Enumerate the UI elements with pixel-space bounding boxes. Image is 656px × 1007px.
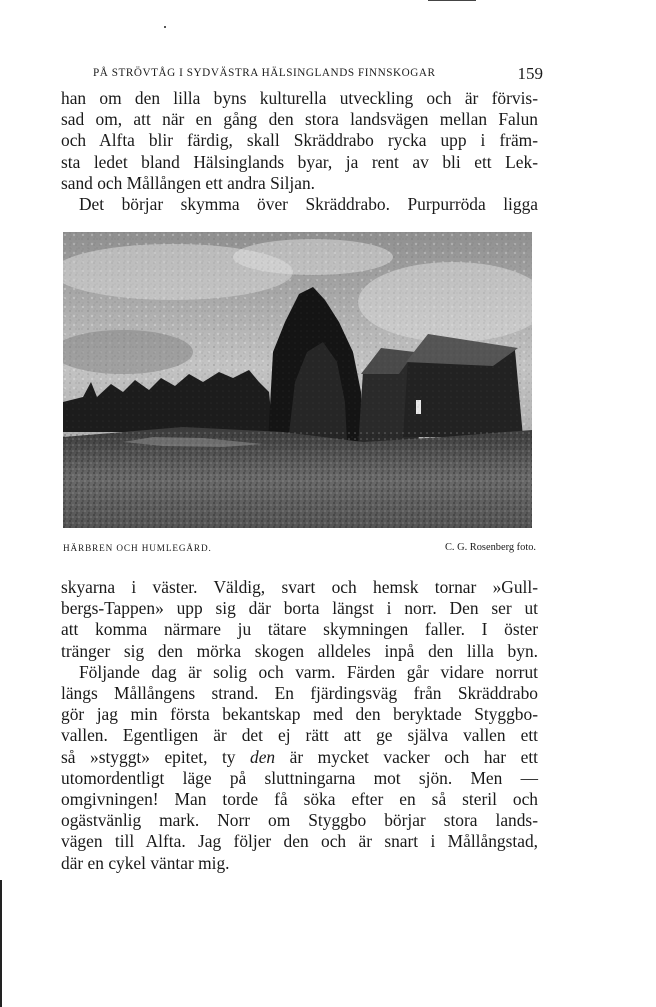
text-line: ogästvänlig mark. Norr om Styggbo börjar stora lands-: [61, 810, 538, 831]
paragraph-top: [61, 88, 538, 215]
text-line: bergs-Tappen» upp sig där borta längst i norr. Den ser ut: [61, 598, 538, 619]
text-segment: är mycket vacker och har ett: [275, 746, 538, 767]
text-line: utomordentligt läge på sluttningarna mot sjön. Men —: [61, 767, 538, 788]
text-line: sta ledet bland Hälsinglands byar, ja rent av bli ett Lek-: [61, 151, 538, 172]
scan-left-edge: [0, 880, 2, 1007]
scan-edge-line: [428, 0, 476, 1]
text-line: omgivningen! Man torde få söka efter en så steril och: [61, 789, 538, 810]
scan-speck: [164, 26, 166, 28]
text-line: längs Mållångens strand. En fjärdingsväg från Skräddrabo: [61, 683, 538, 704]
paragraph-bottom: [61, 577, 538, 874]
text-segment: så »styggt» epitet, ty: [61, 746, 250, 767]
text-line: gör jag min första bekantskap med den beryktade Styggbo-: [61, 704, 538, 725]
text-line: vallen. Egentligen är det ej rätt att ge själva vallen ett: [61, 725, 538, 746]
text-line: sad om, att när en gång den stora landsvägen mellan Falun: [61, 109, 538, 130]
photo-credit: C. G. Rosenberg foto.: [444, 542, 536, 553]
photograph-barns-and-hop-yard: [63, 232, 532, 528]
emphasized-word: den: [250, 746, 276, 767]
text-line: där en cykel väntar mig.: [61, 852, 230, 873]
running-head: [93, 64, 543, 84]
text-line: och Alfta blir färdig, skall Skräddrabo rycka upp i främ-: [61, 130, 538, 151]
figure-caption: HÄRBREN OCH HUMLEGÅRD.: [63, 543, 212, 553]
text-line: tränger sig den mörka skogen alldeles inpå den lilla byn.: [61, 640, 538, 661]
text-line: han om den lilla byns kulturella utveckling och är förvis-: [61, 88, 538, 108]
text-line: sand och Mållången ett andra Siljan.: [61, 172, 316, 193]
text-line: att komma närmare ju tätare skymningen faller. I öster: [61, 619, 538, 640]
text-line: Följande dag är solig och varm. Färden går vidare norrut: [79, 661, 538, 682]
text-line: Det börjar skymma över Skräddrabo. Purpurröda ligga: [79, 194, 538, 215]
running-title: PÅ STRÖVTÅG I SYDVÄSTRA HÄLSINGLANDS FINNSKOGAR: [93, 67, 436, 79]
text-line: vägen till Alfta. Jag följer den och är snart i Mållångstad,: [61, 831, 538, 852]
text-line: skyarna i väster. Väldig, svart och hemsk tornar »Gull-: [61, 577, 538, 597]
page-number: 159: [517, 64, 543, 83]
text-line-with-emphasis: [61, 747, 538, 768]
